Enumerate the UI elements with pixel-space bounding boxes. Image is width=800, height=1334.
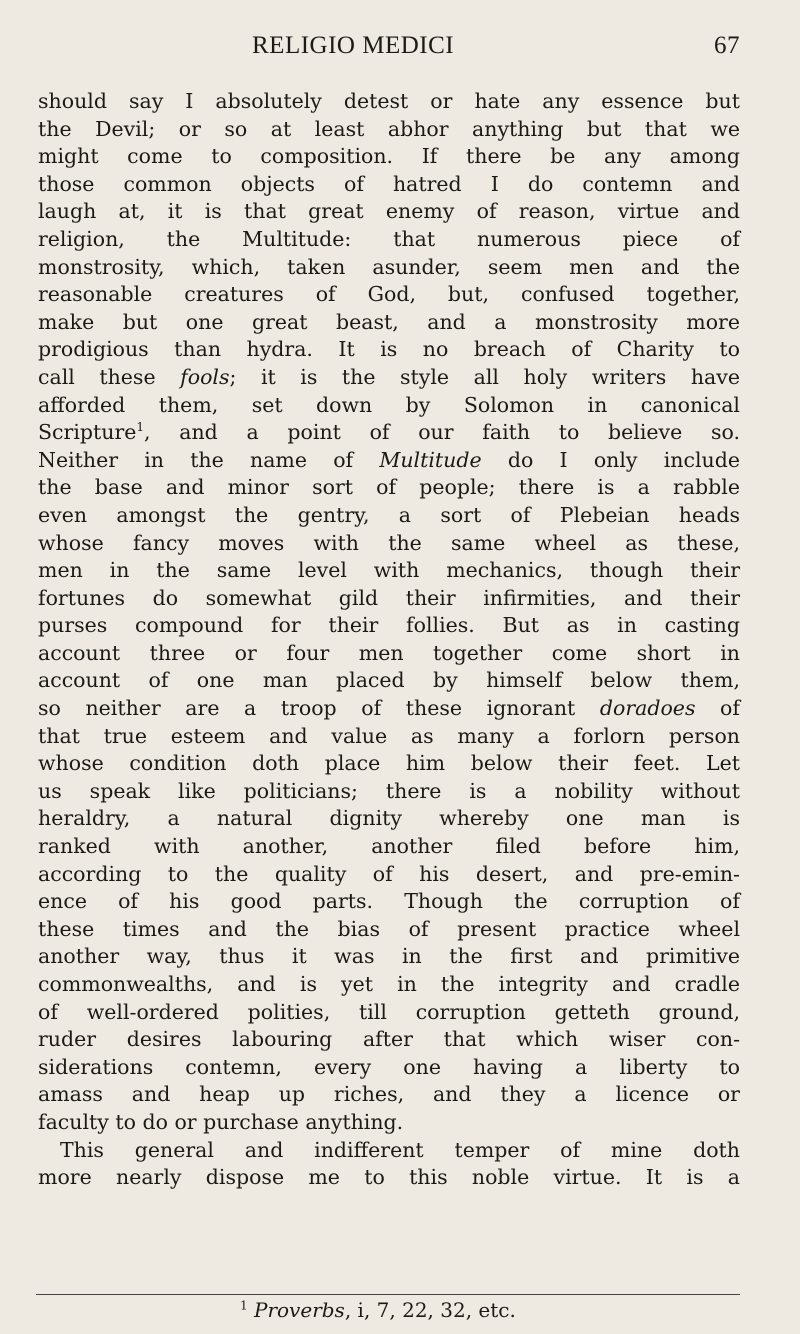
text-segment: afforded them, set down by Solomon in canonical	[38, 392, 740, 417]
text-line	[38, 143, 740, 171]
text-segment: , and a point of our faith to believe so.	[144, 420, 740, 445]
text-segment: even amongst the gentry, a sort of Plebeian heads	[38, 502, 740, 527]
text-line	[38, 336, 740, 364]
text-line	[38, 943, 740, 971]
text-segment: Scripture	[38, 420, 137, 445]
text-segment: the base and minor sort of people; there is a rabble	[38, 475, 740, 500]
text-line	[38, 474, 740, 502]
text-segment: religion, the Multitude: that numerous piece of	[38, 226, 740, 251]
text-segment: these times and the bias of present practice wheel	[38, 916, 740, 941]
text-line	[38, 530, 740, 558]
text-line	[38, 1026, 740, 1054]
text-line	[38, 309, 740, 337]
text-line	[38, 88, 740, 116]
text-line	[38, 419, 740, 447]
text-segment: account three or four men together come short in	[38, 640, 740, 665]
text-segment: laugh at, it is that great enemy of reason, virtue and	[38, 199, 740, 224]
text-segment: call these	[38, 364, 181, 389]
text-segment: those common objects of hatred I do contemn and	[38, 171, 740, 196]
text-line	[38, 695, 740, 723]
text-segment: ; it is the style all holy writers have	[229, 364, 740, 389]
text-line	[38, 640, 740, 668]
italic-text: Multitude	[379, 447, 482, 472]
text-segment: might come to composition. If there be any among	[38, 144, 740, 169]
text-line	[38, 861, 740, 889]
text-segment: so neither are a troop of these ignorant	[38, 696, 600, 721]
page-number: 67	[714, 32, 740, 59]
text-segment: ence of his good parts. Though the corruption of	[38, 889, 740, 914]
body-text	[38, 88, 740, 1192]
text-line	[38, 557, 740, 585]
text-segment: fortunes do somewhat gild their infirmities, and their	[38, 585, 740, 610]
text-segment: do I only include	[481, 447, 740, 472]
text-segment: us speak like politicians; there is a nobility without	[38, 778, 740, 803]
text-line	[38, 585, 740, 613]
text-segment: another way, thus it was in the first and primitive	[38, 944, 740, 969]
running-title: RELIGIO MEDICI	[252, 32, 455, 59]
text-segment: account of one man placed by himself below them,	[38, 668, 740, 693]
footnote	[240, 1298, 516, 1322]
running-header	[30, 32, 740, 62]
footnote-reference-marker: 1	[136, 420, 145, 435]
text-segment: This general and indifferent temper of mine doth	[60, 1137, 740, 1162]
text-segment: ranked with another, another filed before him,	[38, 834, 740, 859]
text-segment: reasonable creatures of God, but, confused together,	[38, 282, 740, 307]
text-line	[38, 171, 740, 199]
text-line	[38, 833, 740, 861]
text-segment: whose condition doth place him below their feet. Let	[38, 751, 740, 776]
footnote-reference: , i, 7, 22, 32, etc.	[344, 1298, 516, 1322]
text-segment: ruder desires labouring after that which wiser con-	[38, 1027, 740, 1052]
text-segment: Neither in the name of	[38, 447, 380, 472]
text-line	[38, 999, 740, 1027]
text-segment: of well-ordered polities, till corruption getteth ground,	[38, 999, 740, 1024]
text-segment: amass and heap up riches, and they a licence or	[38, 1082, 740, 1107]
text-segment: commonwealths, and is yet in the integrity and cradle	[38, 972, 740, 996]
text-segment: that true esteem and value as many a forlorn person	[38, 723, 740, 748]
text-line	[38, 447, 740, 475]
text-line	[38, 971, 740, 999]
text-line	[38, 502, 740, 530]
text-segment: faculty to do or purchase anything.	[38, 1109, 404, 1134]
footnote-source: Proverbs	[254, 1298, 345, 1322]
text-line	[38, 281, 740, 309]
text-line	[38, 1081, 740, 1109]
text-line	[38, 226, 740, 254]
text-line	[38, 364, 740, 392]
text-line	[38, 888, 740, 916]
text-segment: whose fancy moves with the same wheel as these,	[38, 530, 740, 555]
text-segment: men in the same level with mechanics, though their	[38, 558, 740, 583]
text-segment: according to the quality of his desert, and pre-emin-	[38, 861, 740, 886]
text-line	[38, 778, 740, 806]
text-line	[38, 805, 740, 833]
text-segment: siderations contemn, every one having a liberty to	[38, 1054, 740, 1079]
text-line	[38, 1054, 740, 1082]
italic-text: fools	[180, 364, 230, 389]
text-segment: the Devil; or so at least abhor anything but that we	[38, 116, 740, 141]
text-line	[38, 667, 740, 695]
footnote-rule	[36, 1294, 740, 1295]
text-line	[38, 916, 740, 944]
text-line	[38, 1137, 740, 1165]
text-line	[38, 1109, 740, 1137]
italic-text: doradoes	[599, 696, 696, 721]
text-line	[38, 392, 740, 420]
text-segment: make but one great beast, and a monstrosity more	[38, 309, 740, 334]
text-line	[38, 723, 740, 751]
text-line	[38, 1164, 740, 1192]
text-line	[38, 612, 740, 640]
text-segment: monstrosity, which, taken asunder, seem men and the	[38, 254, 740, 279]
text-segment: more nearly dispose me to this noble virtue. It is a	[38, 1165, 740, 1190]
text-segment: of	[695, 696, 740, 721]
text-line	[38, 750, 740, 778]
text-segment: prodigious than hydra. It is no breach of Charity to	[38, 337, 740, 362]
text-segment: heraldry, a natural dignity whereby one man is	[38, 806, 740, 831]
text-line	[38, 254, 740, 282]
text-line	[38, 116, 740, 144]
text-segment: should say I absolutely detest or hate any essence but	[38, 89, 740, 113]
footnote-marker: 1	[240, 1298, 248, 1313]
text-segment: purses compound for their follies. But as in casting	[38, 613, 740, 638]
text-line	[38, 198, 740, 226]
